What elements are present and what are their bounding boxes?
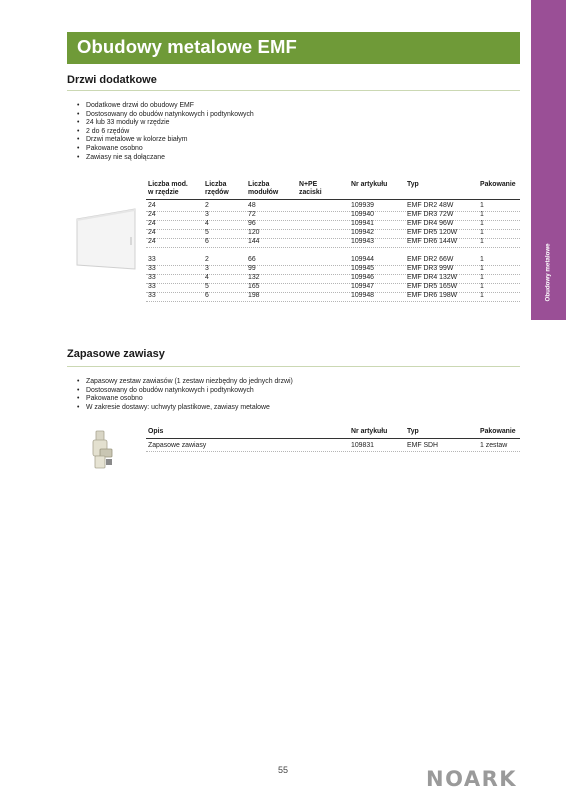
col-header-description: Opis — [148, 428, 164, 435]
list-item: • Drzwi metalowe w kolorze białym — [77, 136, 188, 144]
list-item: • Dostosowany do obudów natynkowych i podtynkowych — [77, 386, 254, 394]
hinge-image — [82, 427, 124, 473]
list-item: • 2 do 6 rzędów — [77, 127, 130, 135]
table-header-rule — [146, 438, 520, 439]
table-row: 33 2 66 109944 EMF DR2 66W 1 — [146, 256, 520, 266]
page-title: Obudowy metalowe EMF — [77, 36, 297, 57]
col-header-modules: Liczba modułów — [248, 181, 279, 197]
brand-logo: NOARK — [426, 767, 518, 791]
list-item: • Pakowane osobno — [77, 144, 143, 152]
table-row: 33 4 132 109946 EMF DR4 132W 1 — [146, 274, 520, 284]
table-row: 33 3 99 109945 EMF DR3 99W 1 — [146, 265, 520, 275]
col-header-npe: N+PE zaciski — [299, 181, 322, 197]
door-panel-image — [73, 205, 139, 275]
col-header-article: Nr artykułu — [351, 428, 388, 435]
title-bar — [67, 32, 520, 64]
list-item: • Zapasowy zestaw zawiasów (1 zestaw niezbędny do jednych drzwi) — [77, 378, 293, 385]
section-heading-doors: Drzwi dodatkowe — [67, 74, 157, 86]
table-header-rule — [146, 199, 520, 200]
bullet-list-hinges — [76, 378, 293, 412]
side-tab-label: Obudowy metalowe — [544, 243, 552, 302]
list-item: • 24 lub 33 moduły w rzędzie — [77, 119, 170, 127]
list-item: • W zakresie dostawy: uchwyty plastikowe, zawiasy metalowe — [77, 403, 270, 411]
list-item: • Zawiasy nie są dołączane — [77, 153, 165, 161]
table-row: Zapasowe zawiasy 109831 EMF SDH 1 zestaw — [146, 442, 520, 452]
page-number: 55 — [277, 765, 288, 775]
table-row: 33 6 198 109948 EMF DR6 198W 1 — [146, 292, 520, 302]
bullet-list-doors — [76, 102, 254, 162]
table-row: 24 4 96 109941 EMF DR4 96W 1 — [146, 220, 520, 230]
col-header-type: Typ — [407, 181, 419, 188]
col-header-type: Typ — [407, 428, 419, 435]
col-header-packing: Pakowanie — [480, 428, 516, 435]
list-item: • Dostosowany do obudów natynkowych i podtynkowych — [77, 110, 254, 118]
section-heading-hinges: Zapasowe zawiasy — [67, 348, 165, 360]
col-header-article: Nr artykułu — [351, 181, 388, 188]
list-item: • Dodatkowe drzwi do obudowy EMF — [77, 102, 195, 109]
table-row: 24 5 120 109942 EMF DR5 120W 1 — [146, 229, 520, 239]
table-row: 24 6 144 109943 EMF DR6 144W 1 — [146, 238, 520, 248]
col-header-rows: Liczba rzędów — [205, 181, 229, 197]
table-row: 33 5 165 109947 EMF DR5 165W 1 — [146, 283, 520, 293]
section-divider — [67, 366, 520, 367]
section-divider — [67, 90, 520, 91]
table-row: 24 3 72 109940 EMF DR3 72W 1 — [146, 211, 520, 221]
col-header-modules-per-row: Liczba mod. w rzędzie — [148, 181, 188, 197]
table-row: 24 2 48 109939 EMF DR2 48W 1 — [146, 202, 520, 212]
list-item: • Pakowane osobno — [77, 395, 143, 403]
col-header-packing: Pakowanie — [480, 181, 516, 188]
